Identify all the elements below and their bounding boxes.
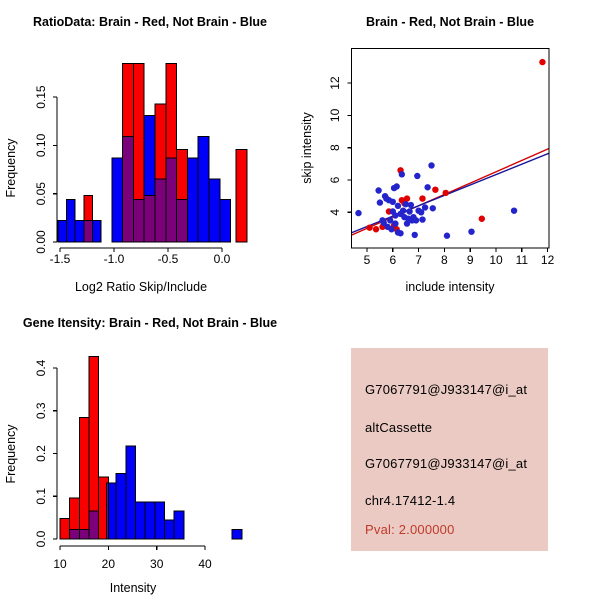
y-axis-label: Frequency [4,138,18,198]
ratio_hist-panel [4,15,267,294]
gene-info-text: altCassette [365,420,433,435]
x-tick-label: -1.0 [103,252,125,266]
data-point [511,207,517,213]
red-bar [236,149,247,242]
blue-bar [174,511,184,539]
data-point [419,216,425,222]
y-tick-label: 0.4 [34,359,48,377]
y-tick-label: 0.05 [34,182,48,206]
blue-bar [155,502,165,539]
x-tick-label: 6 [389,253,397,267]
overlap-bar [133,199,144,242]
data-point [408,202,414,208]
x-axis-label: Intensity [109,581,157,595]
x-axis-label: include intensity [405,280,495,294]
blue-bar [116,474,126,539]
red-bar [60,518,70,539]
data-point [468,228,474,234]
chart-title: RatioData: Brain - Red, Not Brain - Blue [32,15,268,29]
blue-bar [232,530,242,539]
data-point [428,162,434,168]
ratio_hist-bars [58,63,247,242]
y-tick-label: 0.3 [34,402,48,420]
data-point [539,59,545,65]
x-tick-label: 20 [101,557,116,571]
data-point [375,187,381,193]
data-point [377,199,383,205]
x-tick-label: 8 [441,253,448,267]
y-tick-label: 0.00 [34,230,48,254]
data-point [373,226,379,232]
blue-bar [164,520,174,539]
x-tick-label: 0.0 [213,252,231,266]
data-point [406,208,412,214]
chart-title: Gene Itensity: Brain - Red, Not Brain - Blue [22,316,278,330]
x-tick-label: 9 [466,253,474,267]
overlap-bar [79,530,89,539]
data-point [388,226,394,232]
data-point [397,230,403,236]
blue-bar [145,502,155,539]
blue-bar [75,221,84,242]
data-point [422,204,428,210]
data-point [430,205,436,211]
pval-text: Pval: 2.000000 [365,522,455,537]
overlap-bar [177,199,188,242]
x-tick-label: -0.5 [157,252,179,266]
data-point [399,171,405,177]
overlap-bar [106,483,108,539]
red-bar [79,418,89,539]
y-axis-label: skip intensity [300,112,314,184]
y-tick-label: 0.10 [34,133,48,158]
data-point [392,220,398,226]
gene-info-panel [351,348,548,551]
data-point [414,173,420,179]
blue-bar [135,502,145,539]
x-tick-label: 12 [540,253,555,267]
y-tick-label: 0.2 [34,445,48,462]
data-point [366,224,372,230]
y-tick-label: 0.0 [34,530,48,548]
data-point [404,195,410,201]
y-tick-label: 4 [328,208,342,216]
overlap-bar [123,137,134,242]
x-tick-label: 10 [53,557,67,571]
intensity_scatter-panel [300,15,555,294]
data-point [413,217,419,223]
chart-title: Brain - Red, Not Brain - Blue [365,15,535,29]
blue-bar [220,199,231,242]
data-point [424,184,430,190]
x-tick-label: -1.5 [49,252,71,266]
data-point [444,233,450,239]
gene-info-text: chr4.17412-1.4 [365,493,456,508]
data-point [355,210,361,216]
y-tick-label: 0.1 [34,487,48,505]
data-point [400,207,406,213]
x-tick-label: 11 [515,253,529,267]
y-tick-label: 6 [328,176,342,184]
data-point [442,190,448,196]
overlap-bar [144,196,155,242]
x-tick-label: 40 [198,557,212,571]
overlap-bar [155,179,166,242]
y-tick-label: 0.15 [34,85,48,109]
data-point [479,216,485,222]
y-tick-label: 10 [328,108,342,123]
x-tick-label: 10 [489,253,503,267]
y-tick-label: 8 [328,144,342,152]
gene_intensity_hist-bars [60,356,242,539]
gene-info-text: G7067791@J933147@i_at [365,382,528,397]
x-tick-label: 7 [415,253,422,267]
y-axis-label: Frequency [4,424,18,484]
blue-bar [209,179,220,242]
gene_intensity_hist-panel [4,316,277,595]
blue-bar [58,221,67,242]
data-point [432,186,438,192]
gene-info-text: G7067791@J933147@i_at [365,456,528,471]
blue-bar [187,158,198,242]
blue-bar [112,158,123,242]
data-point [419,195,425,201]
overlap-bar [84,221,93,242]
blue-bar [66,199,75,242]
data-point [412,232,418,238]
x-axis-label: Log2 Ratio Skip/Include [74,280,208,294]
overlap-bar [166,158,177,242]
blue-bar [198,137,209,242]
y-tick-label: 12 [328,76,342,90]
overlap-bar [89,511,99,539]
data-point [395,203,401,209]
blue-bar [126,446,136,539]
x-tick-label: 5 [363,253,371,267]
data-point [390,199,396,205]
blue-bar [92,221,101,242]
overlap-bar [70,530,80,539]
data-point [393,183,399,189]
x-tick-label: 30 [150,557,164,571]
